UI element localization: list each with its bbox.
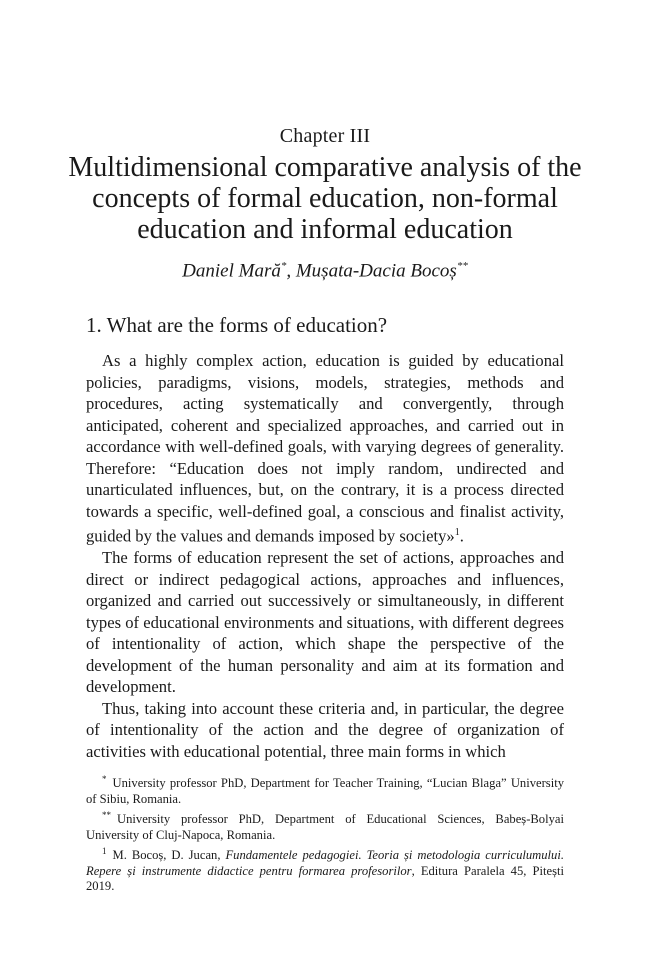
footnote [86,772,564,808]
author-separator: , [286,260,296,282]
paragraph: Thus, taking into account these criteria and, in particular, the degree of intentionality of the action and the degree of organization of activities with educational potential, three main forms in which [86,698,564,761]
footnote-mark: * [102,774,107,784]
author-name: Mușata-Dacia Bocoș [295,260,457,282]
footnote-mark: ** [102,809,111,820]
footnote-authors: M. Bocoș, D. Jucan, [112,847,226,862]
footnote [86,844,564,896]
chapter-label: Chapter III [279,125,371,147]
chapter-title: Multidimensional comparative analysis of the concepts of formal education, non-formal education and informal education [68,152,582,245]
author-line [0,260,650,282]
footnote-reference: 1 [454,527,460,538]
author-footnote-mark: * [280,260,287,272]
footnote-publisher: , Editura Paralela 45, Pitești 2019. [86,863,564,894]
footnotes [86,772,564,895]
author-footnote-mark: ** [456,260,468,272]
section-heading: 1. What are the forms of education? [86,313,388,337]
paragraph-end-punctuation: . [459,526,464,546]
footnote-book-title: Fundamentele pedagogiei. Teoria și metodologia curriculumului. Repere și instrumente didactice pentru formarea profesorilor [86,847,565,878]
paragraph [86,350,564,547]
footnote [86,808,564,844]
paragraph: The forms of education represent the set of actions, approaches and direct or indirect pedagogical actions, approaches and influences, organized and carried out successively or simultaneously, in different types of educational environments and situations, with different degrees of intentionality of action, which shape the perspective of the development of the human personality and aim at its formation and development. [86,548,564,697]
footnote-text: University professor PhD, Department of Educational Sciences, Babeș-Bolyai University of Cluj-Napoca, Romania. [86,811,564,842]
footnote-text: University professor PhD, Department for Teacher Training, “Lucian Blaga” University of Sibiu, Romania. [86,776,564,806]
body-text [86,350,564,762]
paragraph-text: As a highly complex action, education is guided by educational policies, paradigms, visions, models, strategies, methods and procedures, acting systematically and convergently, through anticipated, coherent and specialized approaches, and carried out in accordance with well-defined goals, with varying degrees of generality. Therefore: “Education does not imply random, undirected and unarticulated influences, but, on the contrary, it is a process directed towards a specific, well-defined goal, a conscious and finalist activity, guided by the values and demands imposed by society» [86,351,564,546]
author-name: Daniel Mară [182,260,281,282]
footnote-mark: 1 [102,845,107,856]
